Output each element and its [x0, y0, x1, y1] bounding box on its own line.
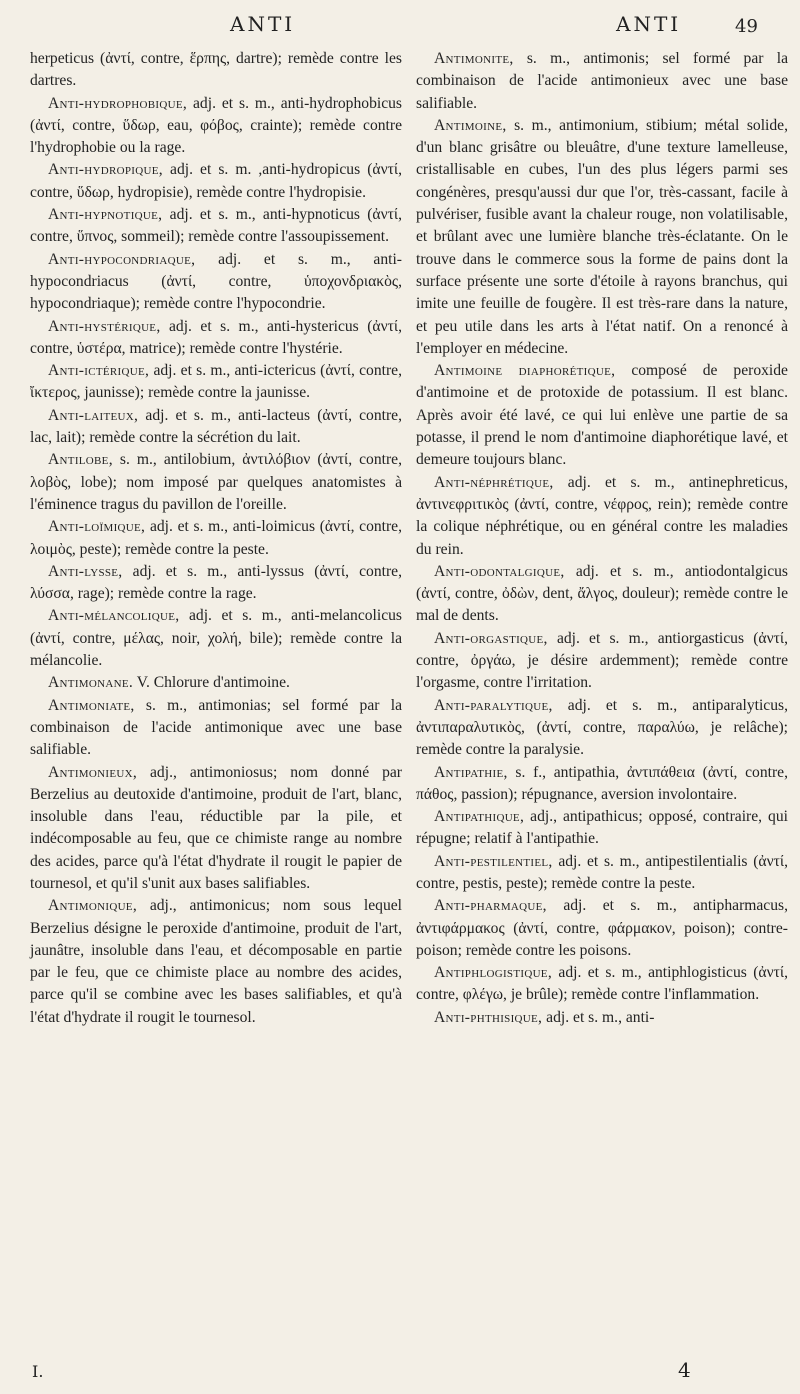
entry-headword: Anti-ictérique,	[48, 362, 150, 380]
entry-headword: Antiphlogistique,	[434, 964, 553, 982]
entry-definition: s. m., antimonis; sel formé par la combinaison de l'acide antimonieux avec une base salifiable.	[416, 50, 789, 112]
right-column	[416, 48, 788, 1029]
entry-definition: adj. et s. m., antinephreticus, ἀντινεφριτικὸς (ἀντί, contre, νέφρος, rein); remède contre la colique néphrétique, ou en général contre les maladies du rein.	[416, 473, 788, 558]
entry-definition: adj., antimonicus; nom sous lequel Berzelius désigne le peroxide d'antimoine, produit de l'art, jaunâtre, insoluble dans l'eau, et décomposable en partie par le feu, que ce chimiste place au nombre des acides, parce qu'il se combine avec les bases salifiables, et qu'à l'état d'hydrate il rougit le tournesol.	[30, 897, 402, 1026]
entry-headword: Anti-pestilentiel,	[434, 852, 553, 870]
dictionary-entry	[30, 48, 402, 93]
dictionary-entry	[30, 93, 402, 160]
entry-definition: adj. et s. m., antipharmacus, ἀντιφάρμακος (ἀντί, contre, φάρμακον, poison); contre-poison; remède contre les poisons.	[416, 897, 788, 959]
entry-definition: s. m., antilobium, ἀντιλόβιον (ἀντί, contre, λοβὸς, lobe); nom imposé par quelques anatomistes à l'éminence tragus du pavillon de l'oreille.	[30, 451, 402, 513]
entry-definition: adj. et s. m., antiorgasticus (ἀντί, contre, ὀργάω, je désire ardemment); remède contre l'orgasme, contre l'irritation.	[416, 629, 788, 692]
entry-headword: Antipathie,	[434, 763, 508, 781]
entry-definition: composé de peroxide d'antimoine et de protoxide de potassium. Il est blanc. Après avoir été lavé, ce qui lui enlève une partie de sa potasse, il prend le nom d'antimoine diaphorétique lavé, et demeure toujours blanc.	[416, 362, 788, 469]
entry-headword: Antimonite,	[434, 50, 514, 67]
dictionary-entry	[30, 316, 402, 361]
running-head-right: ANTI	[616, 12, 682, 36]
entry-headword: Anti-hydrophobique,	[48, 94, 188, 112]
dictionary-entry	[30, 405, 402, 450]
entry-definition: s. m., antimonium, stibium; métal solide, d'un blanc grisâtre ou bleuâtre, d'une texture lamelleuse, cristallisable en cubes, l'un des plus légers parmi ses congénères, presqu'aussi dur que l'or, très-cassant, facile à pulvériser, fusible avant la chaleur rouge, non volatilisable, et brûlant avec une lumière blanche très-éclatante. On le trouve dans le commerce sous la forme de pains dont la surface présente une sorte d'étoile à rayons branchus, qui imite une feuille de fougère. Il est très-rare dans la nature, et peu utile dans les arts à l'état natif. On a renoncé à l'employer en médecine.	[416, 116, 788, 357]
dictionary-entry	[416, 962, 788, 1007]
entry-definition: adj. et s. m., anti-lyssus (ἀντί, contre, λύσσα, rage); remède contre la rage.	[30, 562, 402, 603]
entry-headword: Anti-hypnotique,	[48, 206, 163, 224]
entry-headword: Anti-laiteux,	[48, 406, 139, 424]
entry-definition: adj. et s. m., anti-loimicus (ἀντί, contre, λοιμὸς, peste); remède contre la peste.	[30, 518, 403, 558]
sheet-number: 4	[678, 1358, 691, 1382]
entry-definition: s. m., antimonias; sel formé par la combinaison de l'acide antimonique avec une base salifiable.	[30, 696, 402, 759]
dictionary-entry	[30, 360, 402, 405]
dictionary-entry	[30, 762, 402, 896]
entry-definition: adj. et s. m., antiodontalgicus (ἀντί, contre, ὀδὼν, dent, ἄλγος, douleur); remède contre le mal de dents.	[416, 562, 788, 625]
page-number: 49	[735, 16, 758, 37]
dictionary-entry	[416, 762, 788, 807]
entry-definition: adj. et s. m., anti-melancolicus (ἀντί, contre, μέλας, noir, χολή, bile); remède contre la mélancolie.	[30, 607, 402, 670]
dictionary-entry	[30, 672, 402, 694]
dictionary-entry	[30, 204, 402, 249]
entry-definition: adj. et s. m., anti-hypnoticus (ἀντί, contre, ὕπνος, sommeil); remède contre l'assoupissement.	[30, 206, 402, 246]
dictionary-entry	[30, 561, 402, 606]
entry-definition: adj. et s. m., antipestilentialis (ἀντί, contre, pestis, peste); remède contre la peste.	[416, 852, 788, 892]
entry-headword: Anti-odontalgique,	[434, 562, 565, 580]
dictionary-entry	[30, 895, 402, 1029]
entry-definition: adj. et s. m. ,anti-hydropicus (ἀντί, contre, ὕδωρ, hydropisie), remède contre l'hydropisie.	[30, 161, 402, 201]
entry-definition: adj. et s. m., antiphlogisticus (ἀντί, contre, φλέγω, je brûle); remède contre l'inflammation.	[416, 964, 788, 1004]
running-head-left: ANTI	[230, 12, 296, 36]
entry-definition: adj. et s. m., anti-lacteus (ἀντί, contre, lac, lait); remède contre la sécrétion du lait.	[30, 406, 402, 447]
entry-definition: V. Chlorure d'antimoine.	[136, 674, 290, 692]
entry-headword: Antimoine diaphorétique,	[434, 362, 616, 380]
dictionary-entry	[416, 48, 788, 115]
entry-headword: Antimonieux,	[48, 763, 138, 781]
entry-headword: Anti-lysse,	[48, 562, 123, 580]
dictionary-entry	[416, 115, 788, 360]
dictionary-entry	[30, 516, 402, 561]
dictionary-entry	[416, 360, 788, 471]
entry-definition: adj. et s. m., anti-	[546, 1008, 655, 1026]
dictionary-entry	[416, 628, 788, 695]
dictionary-entry	[416, 561, 788, 628]
entry-definition: adj., antipathicus; opposé, contraire, qui répugne; relatif à l'antipathie.	[416, 808, 788, 848]
dictionary-entry	[416, 472, 788, 561]
entry-headword: Anti-loïmique,	[48, 518, 146, 536]
entry-definition: adj. et s. m., anti-hydrophobicus (ἀντί, contre, ὕδωρ, eau, φόβος, crainte); remède contre l'hydrophobie ou la rage.	[30, 94, 402, 157]
entry-definition: adj. et s. m., antiparalyticus, ἀντιπαραλυτικὸς, (ἀντί, contre, παραλύω, je relâche); remède contre la paralysie.	[416, 696, 788, 759]
entry-definition: adj. et s. m., anti-hystericus (ἀντί, contre, ὑστέρα, matrice); remède contre l'hystérie.	[30, 317, 402, 357]
entry-headword: Anti-paralytique,	[434, 696, 553, 714]
dictionary-entry	[30, 695, 402, 762]
dictionary-entry	[30, 605, 402, 672]
entry-headword: Anti-mélancolique,	[48, 607, 180, 625]
entry-definition: adj. et s. m., anti-hypocondriacus (ἀντί, contre, ὑποχονδριακὸς, hypocondriaque); remède contre l'hypocondrie.	[30, 250, 402, 313]
entry-headword: Anti-hypocondriaque,	[48, 250, 196, 268]
dictionary-entry	[416, 806, 788, 851]
entry-headword: Anti-pharmaque,	[434, 897, 547, 915]
entry-headword: Antimoine,	[434, 116, 507, 134]
left-column	[30, 48, 402, 1029]
entry-headword: Anti-hydropique,	[48, 161, 163, 179]
entry-headword: Anti-néphrétique,	[434, 473, 554, 491]
entry-headword: Anti-phthisique,	[434, 1008, 543, 1026]
entry-headword: Antimoniate,	[48, 696, 135, 714]
dictionary-entry	[30, 159, 402, 204]
entry-definition: adj. et s. m., anti-ictericus (ἀντί, contre, ἴκτερος, jaunisse); remède contre la jaunisse.	[30, 362, 402, 402]
dictionary-entry	[416, 851, 788, 896]
dictionary-entry	[30, 249, 402, 316]
entry-headword: Anti-hystérique,	[48, 317, 161, 335]
dictionary-entry	[416, 695, 788, 762]
dictionary-entry	[30, 449, 402, 516]
entry-definition: herpeticus (ἀντί, contre, ἕρπης, dartre); remède contre les dartres.	[30, 50, 402, 90]
dictionary-entry	[416, 1007, 788, 1029]
entry-definition: s. f., antipathia, ἀντιπάθεια (ἀντί, contre, πάθος, passion); répugnance, aversion involontaire.	[416, 763, 789, 803]
signature-mark: I.	[32, 1362, 44, 1381]
entry-headword: Antimonane.	[48, 674, 134, 692]
entry-headword: Antipathique,	[434, 808, 525, 826]
entry-headword: Antilobe,	[48, 451, 113, 469]
entry-definition: adj., antimoniosus; nom donné par Berzelius au deutoxide d'antimoine, produit de l'art, blanc, insoluble dans l'eau, réductible par la pile, et indécomposable au feu, que ce chimiste range au nombre des acides, parce qu'à l'état d'hydrate il rougit le papier de tournesol, et qu'il s'unit aux bases salifiables.	[30, 763, 403, 892]
entry-headword: Anti-orgastique,	[434, 629, 548, 647]
entry-headword: Antimonique,	[48, 897, 138, 915]
dictionary-entry	[416, 895, 788, 962]
